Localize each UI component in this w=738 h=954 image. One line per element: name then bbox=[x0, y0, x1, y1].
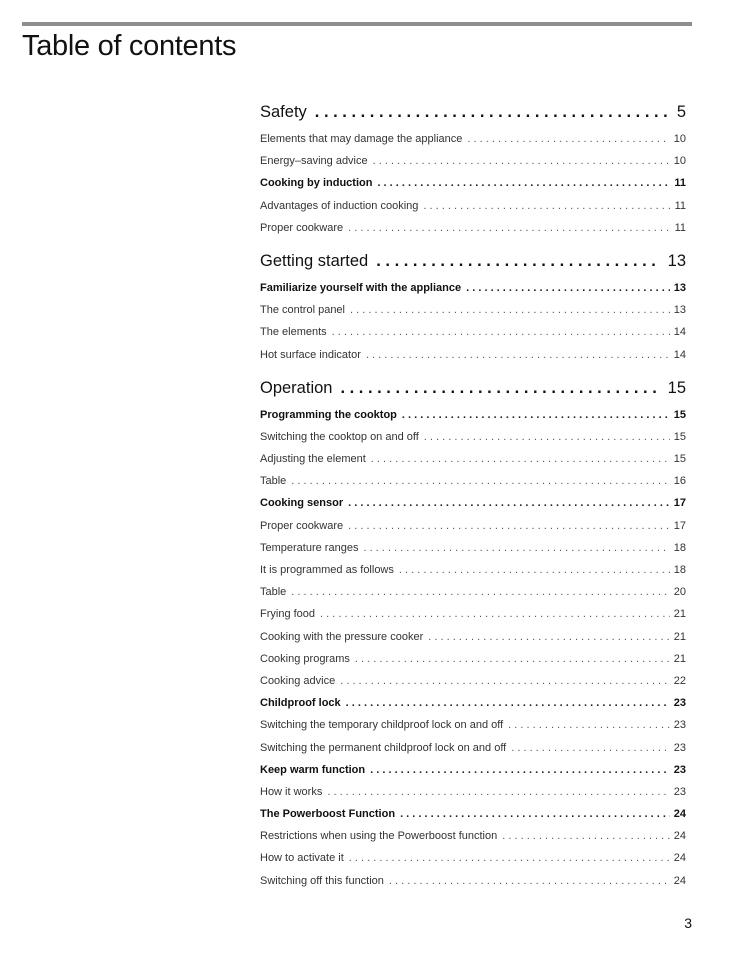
toc-entry-label: Cooking by induction bbox=[260, 177, 373, 190]
toc-entry-label: Restrictions when using the Powerboost function bbox=[260, 830, 498, 843]
dot-leader bbox=[467, 128, 669, 150]
toc-entry[interactable] bbox=[260, 559, 686, 581]
toc-entry-label: Switching the temporary childproof lock on and off bbox=[260, 719, 504, 732]
toc-entry-label: Switching the cooktop on and off bbox=[260, 430, 419, 443]
toc-subsection-entry[interactable] bbox=[260, 277, 686, 299]
toc-entry-page: 23 bbox=[673, 785, 686, 798]
toc-entry-label: The Powerboost Function bbox=[260, 808, 396, 821]
toc-entry-label: The elements bbox=[260, 326, 327, 339]
toc-entry-label: It is programmed as follows bbox=[260, 564, 394, 576]
toc-entry-label: Hot surface indicator bbox=[260, 348, 361, 361]
toc-entry[interactable] bbox=[260, 195, 686, 217]
toc-entry-label: Energy–saving advice bbox=[260, 155, 368, 168]
toc-entry-page: 13 bbox=[673, 281, 686, 294]
toc-section-heading[interactable] bbox=[260, 374, 686, 402]
toc-entry[interactable] bbox=[260, 714, 686, 736]
toc-subsection-entry[interactable] bbox=[260, 404, 686, 426]
toc-entry-page: 14 bbox=[673, 348, 686, 361]
toc-entry-page: 17 bbox=[673, 497, 686, 510]
toc-subsection-entry[interactable] bbox=[260, 492, 686, 514]
toc-entry-page: 23 bbox=[673, 697, 686, 710]
toc-entry[interactable] bbox=[260, 515, 686, 537]
toc-entry-label: Switching the permanent childproof lock on and off bbox=[260, 741, 507, 754]
toc-entry-label: Elements that may damage the appliance bbox=[260, 133, 463, 145]
toc-section-heading[interactable] bbox=[260, 98, 686, 126]
toc-entry-page: 15 bbox=[673, 430, 686, 443]
toc-section-heading[interactable] bbox=[260, 247, 686, 275]
toc-entry-page: 24 bbox=[673, 852, 686, 865]
dot-leader bbox=[315, 98, 669, 126]
page-title: Table of contents bbox=[22, 30, 237, 62]
toc-entry-page: 10 bbox=[673, 133, 686, 145]
toc-entry-label: How to activate it bbox=[260, 852, 344, 865]
toc-entry-page: 11 bbox=[674, 221, 686, 234]
toc-entry-page: 21 bbox=[673, 630, 686, 643]
toc-entry-label: Keep warm function bbox=[260, 763, 366, 776]
toc-entry-label: Frying food bbox=[260, 608, 316, 621]
top-rule bbox=[22, 22, 692, 26]
toc-entry[interactable] bbox=[260, 603, 686, 625]
toc-entry-page: 11 bbox=[674, 177, 686, 190]
toc-entry-label: Table bbox=[260, 586, 287, 599]
dot-leader bbox=[402, 404, 670, 426]
toc-entry-page: 23 bbox=[673, 763, 686, 776]
toc-entry[interactable] bbox=[260, 670, 686, 692]
toc-entry-label: Switching off this function bbox=[260, 874, 384, 887]
toc-entry-label: Adjusting the element bbox=[260, 453, 366, 466]
toc-entry-page: 5 bbox=[676, 103, 686, 121]
toc-entry-label: Cooking with the pressure cooker bbox=[260, 630, 424, 643]
toc-entry[interactable] bbox=[260, 150, 686, 172]
dot-leader bbox=[291, 581, 669, 603]
toc-entry-label: Temperature ranges bbox=[260, 541, 359, 554]
dot-leader bbox=[320, 603, 670, 625]
toc-entry-page: 15 bbox=[667, 378, 686, 397]
page-number: 3 bbox=[684, 915, 692, 931]
toc-entry-label: Childproof lock bbox=[260, 697, 341, 710]
toc-entry[interactable] bbox=[260, 128, 686, 150]
toc-entry-label: Cooking programs bbox=[260, 652, 350, 665]
toc-entry-label: Table bbox=[260, 475, 287, 488]
toc-entry-page: 23 bbox=[673, 719, 686, 732]
toc-entry-page: 17 bbox=[673, 519, 686, 532]
toc-entry[interactable] bbox=[260, 737, 686, 759]
toc-entry-page: 14 bbox=[673, 326, 686, 339]
toc-entry-page: 21 bbox=[673, 652, 686, 665]
toc-entry-label: Cooking advice bbox=[260, 674, 336, 687]
dot-leader bbox=[291, 470, 669, 492]
toc-entry-label: Programming the cooktop bbox=[260, 408, 397, 421]
dot-leader bbox=[399, 559, 670, 581]
toc-entry-page: 11 bbox=[674, 199, 686, 212]
dot-leader bbox=[332, 321, 670, 343]
dot-leader bbox=[340, 670, 670, 692]
toc-entry[interactable] bbox=[260, 537, 686, 559]
dot-leader bbox=[371, 448, 670, 470]
dot-leader bbox=[366, 344, 670, 366]
toc-entry[interactable] bbox=[260, 299, 686, 321]
dot-leader bbox=[424, 426, 670, 448]
toc-entry-label: Operation bbox=[260, 378, 333, 397]
toc-subsection-entry[interactable] bbox=[260, 759, 686, 781]
toc-entry[interactable] bbox=[260, 470, 686, 492]
table-of-contents bbox=[260, 98, 686, 892]
toc-entry[interactable] bbox=[260, 448, 686, 470]
dot-leader bbox=[327, 781, 669, 803]
toc-entry-label: Proper cookware bbox=[260, 221, 344, 234]
dot-leader bbox=[373, 150, 670, 172]
toc-entry-label: The control panel bbox=[260, 304, 345, 317]
toc-entry-page: 15 bbox=[673, 408, 686, 421]
toc-entry-page: 20 bbox=[673, 586, 686, 599]
dot-leader bbox=[348, 217, 670, 239]
toc-entry[interactable] bbox=[260, 217, 686, 239]
dot-leader bbox=[511, 737, 670, 759]
dot-leader bbox=[363, 537, 669, 559]
dot-leader bbox=[400, 803, 670, 825]
dot-leader bbox=[348, 515, 670, 537]
toc-entry[interactable] bbox=[260, 581, 686, 603]
dot-leader bbox=[350, 299, 670, 321]
dot-leader bbox=[376, 247, 659, 275]
toc-entry-label: Safety bbox=[260, 103, 307, 121]
toc-entry-label: How it works bbox=[260, 785, 323, 798]
toc-entry[interactable] bbox=[260, 847, 686, 869]
dot-leader bbox=[346, 692, 670, 714]
toc-entry[interactable] bbox=[260, 825, 686, 847]
toc-entry-label: Advantages of induction cooking bbox=[260, 199, 419, 212]
dot-leader bbox=[355, 648, 670, 670]
toc-entry[interactable] bbox=[260, 321, 686, 343]
dot-leader bbox=[428, 626, 670, 648]
dot-leader bbox=[466, 277, 670, 299]
toc-entry-page: 13 bbox=[667, 251, 686, 270]
toc-entry-page: 24 bbox=[673, 808, 686, 821]
dot-leader bbox=[502, 825, 670, 847]
dot-leader bbox=[508, 714, 670, 736]
dot-leader bbox=[348, 492, 670, 514]
toc-subsection-entry[interactable] bbox=[260, 692, 686, 714]
toc-entry-page: 13 bbox=[673, 304, 686, 317]
toc-entry[interactable] bbox=[260, 648, 686, 670]
toc-entry-page: 18 bbox=[673, 541, 686, 554]
dot-leader bbox=[377, 172, 670, 194]
dot-leader bbox=[423, 195, 670, 217]
toc-entry-label: Getting started bbox=[260, 251, 369, 270]
dot-leader bbox=[349, 847, 670, 869]
dot-leader bbox=[389, 870, 670, 892]
toc-entry-page: 18 bbox=[673, 564, 686, 576]
toc-entry[interactable] bbox=[260, 626, 686, 648]
toc-subsection-entry[interactable] bbox=[260, 803, 686, 825]
toc-entry[interactable] bbox=[260, 781, 686, 803]
toc-subsection-entry[interactable] bbox=[260, 172, 686, 194]
toc-entry-page: 24 bbox=[673, 830, 686, 843]
toc-entry-page: 21 bbox=[673, 608, 686, 621]
toc-entry-label: Proper cookware bbox=[260, 519, 344, 532]
toc-entry-page: 22 bbox=[673, 674, 686, 687]
toc-entry-label: Familiarize yourself with the appliance bbox=[260, 281, 462, 294]
toc-entry[interactable] bbox=[260, 426, 686, 448]
toc-entry-page: 24 bbox=[673, 874, 686, 887]
toc-entry-page: 15 bbox=[673, 453, 686, 466]
dot-leader bbox=[340, 374, 659, 402]
toc-entry-label: Cooking sensor bbox=[260, 497, 344, 510]
toc-entry[interactable] bbox=[260, 344, 686, 366]
toc-entry-page: 16 bbox=[673, 475, 686, 488]
toc-entry[interactable] bbox=[260, 870, 686, 892]
toc-entry-page: 10 bbox=[673, 155, 686, 168]
toc-entry-page: 23 bbox=[673, 741, 686, 754]
dot-leader bbox=[370, 759, 670, 781]
